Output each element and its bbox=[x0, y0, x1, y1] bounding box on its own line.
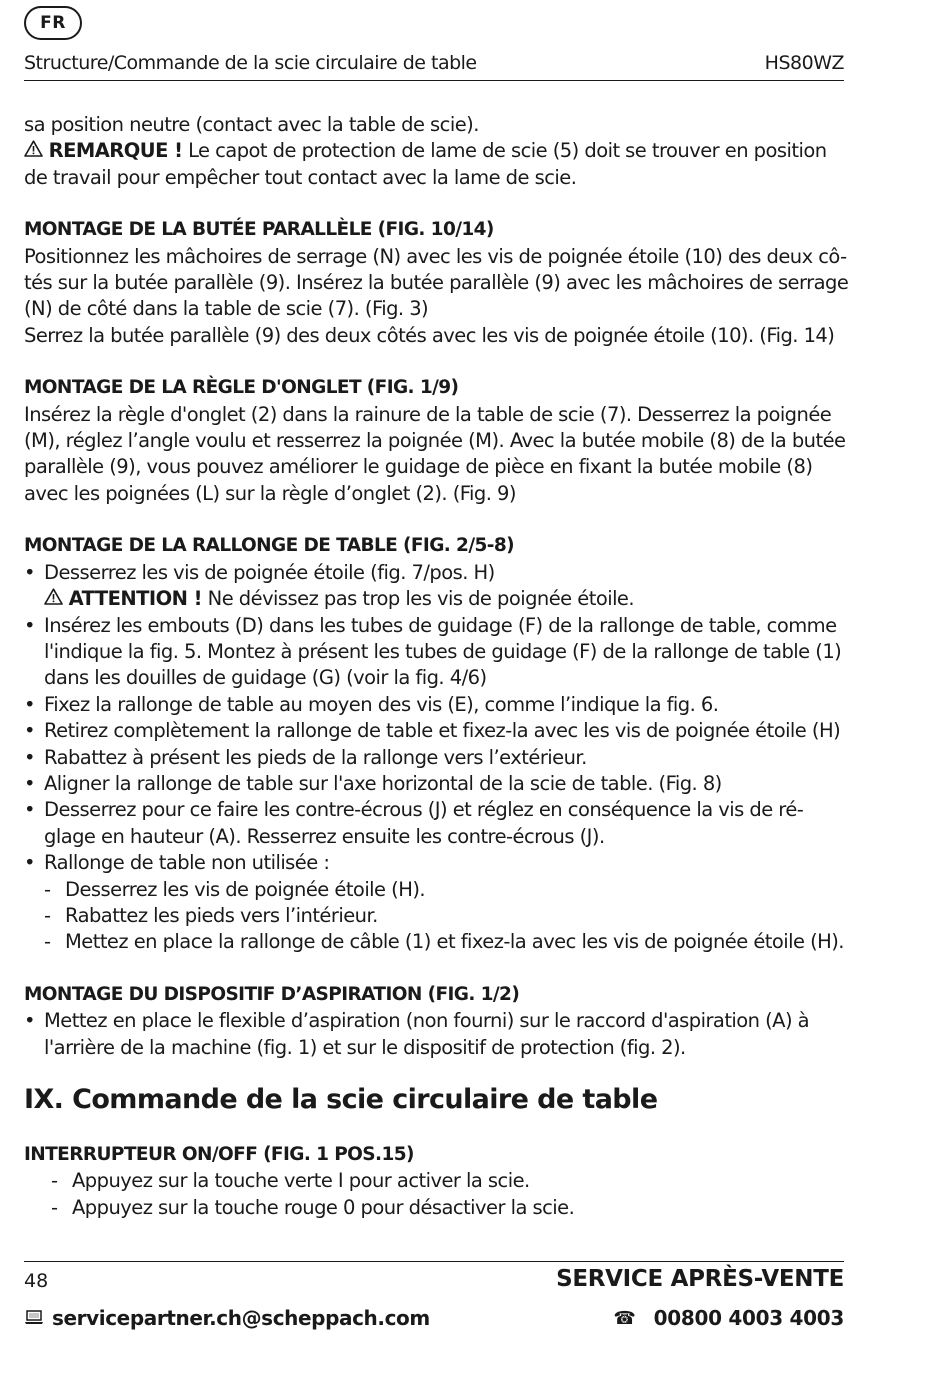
header-section-title: Structure/Commande de la scie circulaire de table bbox=[24, 52, 477, 74]
list-item: - Appuyez sur la touche verte I pour activer la scie. bbox=[24, 1168, 854, 1194]
list-item: • Desserrez pour ce faire les contre-écrous (J) et réglez en conséquence la vis de ré- glage en hauteur (A). Resserrez ensuite les contre-écrous (J). bbox=[24, 797, 854, 850]
list-item: - Appuyez sur la touche rouge 0 pour désactiver la scie. bbox=[24, 1195, 854, 1221]
table-extension-list bbox=[24, 560, 854, 877]
parallel-fence-paragraph-1: Positionnez les mâchoires de serrage (N) avec les vis de poignée étoile (10) des deux cô- tés sur la butée parallèle (9). Insérez la butée parallèle (9) avec les mâchoires de serrage (N) de côté dans la table de scie (7). (Fig. 3) bbox=[24, 244, 849, 321]
list-item bbox=[24, 560, 854, 613]
list-item: - Desserrez les vis de poignée étoile (H). bbox=[24, 877, 854, 903]
parallel-fence-paragraph-2: Serrez la butée parallèle (9) des deux côtés avec les vis de poignée étoile (10). (Fig. 14) bbox=[24, 323, 835, 347]
header-model: HS80WZ bbox=[764, 52, 844, 74]
unused-extension-steps bbox=[24, 877, 854, 956]
language-badge bbox=[24, 6, 82, 40]
language-code: FR bbox=[40, 13, 66, 33]
section-heading-suction: MONTAGE DU DISPOSITIF D’ASPIRATION (FIG. 1/2) bbox=[24, 983, 520, 1005]
attention-note bbox=[44, 586, 854, 612]
laptop-icon bbox=[24, 1306, 44, 1330]
section-heading-mitre-gauge: MONTAGE DE LA RÈGLE D'ONGLET (FIG. 1/9) bbox=[24, 377, 459, 399]
list-item: • Retirez complètement la rallonge de table et fixez-la avec les vis de poignée étoile (H) bbox=[24, 718, 854, 744]
list-item: - Mettez en place la rallonge de câble (1) et fixez-la avec les vis de poignée étoile (H). bbox=[24, 929, 854, 955]
intro-line: sa position neutre (contact avec la table de scie). bbox=[24, 113, 479, 136]
list-item: • Aligner la rallonge de table sur l'axe horizontal de la scie de table. (Fig. 8) bbox=[24, 771, 854, 797]
attention-text: Ne dévissez pas trop les vis de poignée étoile. bbox=[202, 587, 635, 611]
list-item: • Insérez les embouts (D) dans les tubes de guidage (F) de la rallonge de table, comme l'indique la fig. 5. Montez à présent les tubes de guidage (F) de la rallonge de table (1) dans les douilles de guidage (G) (voir la fig. 4/6) bbox=[24, 613, 854, 692]
footer-divider bbox=[24, 1261, 844, 1262]
list-item: • Rabattez à présent les pieds de la rallonge vers l’extérieur. bbox=[24, 745, 854, 771]
chapter-title: IX. Commande de la scie circulaire de table bbox=[24, 1084, 658, 1115]
page-header bbox=[24, 52, 844, 81]
email-address[interactable]: servicepartner.ch@scheppach.com bbox=[52, 1306, 430, 1330]
suction-list bbox=[24, 1008, 854, 1061]
list-item-text: Desserrez les vis de poignée étoile (fig. 7/pos. H) bbox=[44, 560, 495, 584]
section-heading-parallel-fence: MONTAGE DE LA BUTÉE PARALLÈLE (FIG. 10/14) bbox=[24, 219, 494, 241]
attention-label: ATTENTION ! bbox=[68, 587, 203, 611]
remark-label: REMARQUE ! bbox=[48, 139, 183, 163]
section-heading-on-off-switch: INTERRUPTEUR ON/OFF (FIG. 1 POS.15) bbox=[24, 1144, 414, 1165]
list-item: • Mettez en place le flexible d’aspiration (non fourni) sur le raccord d'aspiration (A) à l'arrière de la machine (fig. 1) et sur le dispositif de protection (fig. 2). bbox=[24, 1008, 854, 1061]
page-number: 48 bbox=[24, 1270, 49, 1292]
service-phone[interactable] bbox=[614, 1306, 844, 1330]
warning-triangle-icon bbox=[44, 586, 63, 612]
service-title: SERVICE APRÈS-VENTE bbox=[556, 1266, 844, 1292]
list-item: • Rallonge de table non utilisée : bbox=[24, 850, 854, 876]
list-item: • Fixez la rallonge de table au moyen des vis (E), comme l’indique la fig. 6. bbox=[24, 692, 854, 718]
remark-text: Le capot de protection de lame de scie (5) doit se trouver en position de travail pour empêcher tout contact avec la lame de scie. bbox=[24, 139, 827, 189]
page-content bbox=[24, 112, 854, 1221]
section-heading-table-extension: MONTAGE DE LA RALLONGE DE TABLE (FIG. 2/5-8) bbox=[24, 535, 514, 557]
switch-steps bbox=[24, 1168, 854, 1221]
warning-triangle-icon bbox=[24, 138, 43, 164]
telephone-icon: ☎ bbox=[613, 1307, 636, 1329]
mitre-gauge-paragraph: Insérez la règle d'onglet (2) dans la rainure de la table de scie (7). Desserrez la poignée (M), réglez l’angle voulu et resserrez la poignée (M). Avec la butée mobile (8) de la butée parallèle (9), vous pouvez améliorer le guidage de pièce en fixant la butée mobile (8) avec les poignées (L) sur la règle d’onglet (2). (Fig. 9) bbox=[24, 402, 846, 505]
remark-note bbox=[24, 138, 854, 191]
list-item: - Rabattez les pieds vers l’intérieur. bbox=[24, 903, 854, 929]
phone-number[interactable]: 00800 4003 4003 bbox=[653, 1306, 844, 1330]
service-email[interactable] bbox=[24, 1306, 430, 1330]
